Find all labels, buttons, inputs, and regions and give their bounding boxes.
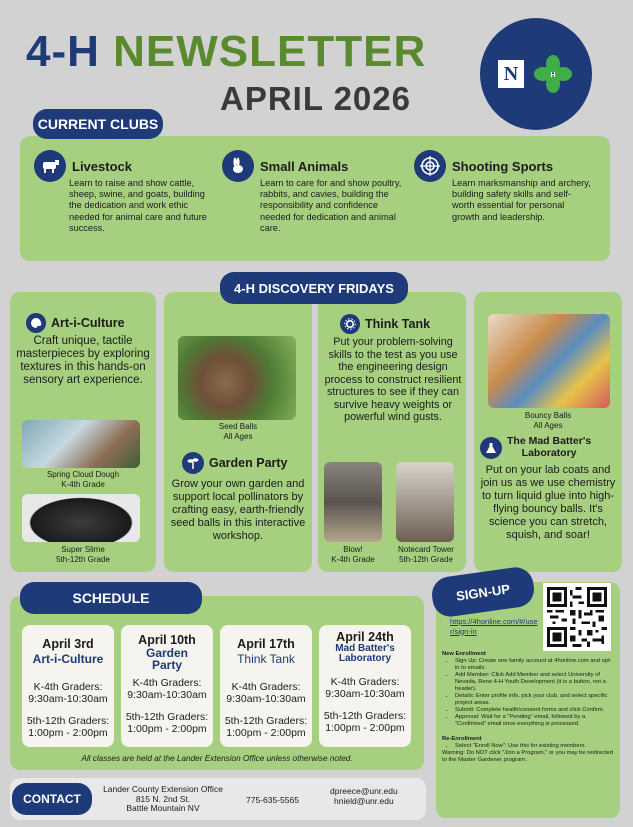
new-enrollment-heading: New Enrollment: [442, 651, 486, 657]
logo-badge: [480, 18, 592, 130]
list-item: • Add Member: Click Add Member and select University of Nevada, Reno 4-H Youth Development (it is a button, not a header).: [455, 672, 614, 693]
office-city: Battle Mountain NV: [126, 803, 200, 813]
cow-icon: [34, 150, 66, 182]
blow-caption: Blow! K-4th Grade: [331, 545, 375, 564]
schedule-card: April 17th Think Tank K-4th Graders: 9:30am-10:30am 5th-12th Graders: 1:00pm - 2:00pm: [220, 625, 312, 747]
signup-instructions: [442, 651, 614, 764]
garden-title: Garden Party: [209, 456, 288, 470]
schedule-card: April 3rd Art-i-Culture K-4th Graders: 9:30am-10:30am 5th-12th Graders: 1:00pm - 2:00pm: [22, 625, 114, 747]
list-item: • Select "Enroll Now": Use this for existing members.: [455, 743, 614, 750]
think-desc: Put your problem-solving skills to the test as you use the engineering design process to construct resilient structures to see if they can survive heavy weights or powerful wind gusts.: [324, 336, 462, 423]
notecard-tower-photo: [396, 462, 454, 542]
art-heading: [26, 313, 125, 333]
art-title: Art-i-Culture: [51, 316, 125, 330]
batter-title-2: Laboratory: [521, 446, 577, 459]
garden-heading: [182, 452, 288, 474]
contact-address: [96, 785, 230, 814]
schedule-label: SCHEDULE: [20, 582, 202, 614]
title-4h: 4-H: [26, 27, 100, 76]
signup-link[interactable]: https://4honline.com/#/user/sign-in: [450, 617, 538, 636]
list-item: • Approval: Wait for a "Pending" email, followed by a "Confirmed" email once everything is processed.: [455, 714, 614, 728]
bouncy-balls-caption: Bouncy Balls All Ages: [524, 411, 572, 430]
signup-label: SIGN-UP: [430, 565, 537, 619]
clover-icon: [532, 53, 574, 95]
club-small-animals: [222, 150, 412, 234]
title-newsletter: NEWSLETTER: [113, 27, 427, 76]
cloud-dough-caption: Spring Cloud Dough K-4th Grade: [46, 470, 120, 489]
office-street: 815 N. 2nd St.: [135, 793, 191, 804]
blow-photo: [324, 462, 382, 542]
seedling-icon: [182, 452, 204, 474]
gear-brain-icon: [340, 314, 360, 334]
notecard-tower-caption: Notecard Tower 5th-12th Grade: [398, 545, 454, 564]
signup-warning: Warning: Do NOT click "Join a Program," or you may be redirected to the Master Gardener program.: [442, 750, 613, 763]
schedule-card: April 24th Mad Batter's Laboratory K-4th Graders: 9:30am-10:30am 5th-12th Graders: 1:00pm - 2:00pm: [319, 625, 411, 747]
discovery-label: 4-H DISCOVERY FRIDAYS: [220, 272, 408, 304]
list-item: • Details: Enter profile info, pick your club, and select specific project areas.: [455, 693, 614, 707]
batter-desc: Put on your lab coats and join us as we use chemistry to turn liquid glue into high-flying bouncy balls. It's science you can stretch, squish, and soar!: [480, 464, 616, 541]
think-heading: [340, 314, 430, 334]
office-name: Lander County Extension Office: [103, 784, 223, 794]
batter-heading: [480, 436, 591, 459]
club-desc: Learn marksmanship and archery, building safety skills and self-worth essential for personal growth and leadership.: [452, 178, 591, 222]
schedule-note: All classes are held at the Lander Extension Office unless otherwise noted.: [81, 754, 353, 763]
qr-code[interactable]: [543, 583, 611, 651]
slime-caption: Super Slime 5th-12th Grade: [56, 545, 110, 564]
seed-balls-photo: [178, 336, 296, 420]
issue-date: APRIL 2026: [220, 80, 411, 117]
email-link[interactable]: dpreece@unr.edu: [330, 786, 398, 796]
slime-photo: [22, 494, 140, 542]
nevada-logo: N: [498, 60, 524, 88]
batter-title-1: The Mad Batter's: [507, 435, 592, 447]
rabbit-icon: [222, 150, 254, 182]
contact-emails: [330, 786, 398, 806]
cloud-dough-photo: [22, 420, 140, 468]
newsletter-title: [26, 28, 426, 76]
club-shooting-sports: [414, 150, 604, 223]
bouncy-balls-photo: [488, 314, 610, 408]
club-title: Small Animals: [260, 158, 349, 174]
schedule-card: April 10th Garden Party K-4th Graders: 9:30am-10:30am 5th-12th Graders: 1:00pm - 2:00pm: [121, 625, 213, 747]
flask-icon: [480, 437, 502, 459]
club-title: Shooting Sports: [452, 158, 554, 174]
contact-phone[interactable]: 775-635-5565: [246, 795, 299, 805]
target-icon: [414, 150, 446, 182]
club-desc: Learn to care for and show poultry, rabbits, and cavies, building the responsibility and confidence needed for dedication and animal care.: [260, 178, 402, 233]
re-enrollment-heading: Re-Enrollment: [442, 736, 482, 742]
svg-text:H: H: [550, 72, 556, 79]
club-desc: Learn to raise and show cattle, sheep, swine, and goats, building the dedication and work ethic needed for animal care and future success.: [69, 178, 207, 233]
club-livestock: [34, 150, 219, 234]
list-item: • Submit: Complete health/consent forms and click Confirm.: [455, 707, 614, 714]
palette-icon: [26, 313, 46, 333]
club-title: Livestock: [72, 158, 132, 174]
clubs-label: CURRENT CLUBS: [33, 109, 163, 139]
email-link[interactable]: hnield@unr.edu: [334, 796, 394, 806]
garden-desc: Grow your own garden and support local pollinators by crafting easy, earth-friendly seed balls in this interactive workshop.: [170, 478, 306, 542]
contact-label: CONTACT: [12, 783, 92, 815]
seed-balls-caption: Seed Balls All Ages: [218, 422, 258, 441]
think-title: Think Tank: [365, 317, 431, 331]
list-item: • Sign Up: Create one family account at 4honline.com and opt-in to emails.: [455, 658, 614, 672]
art-desc: Craft unique, tactile masterpieces by exploring textures in this hands-on sensory art experience.: [16, 335, 150, 386]
